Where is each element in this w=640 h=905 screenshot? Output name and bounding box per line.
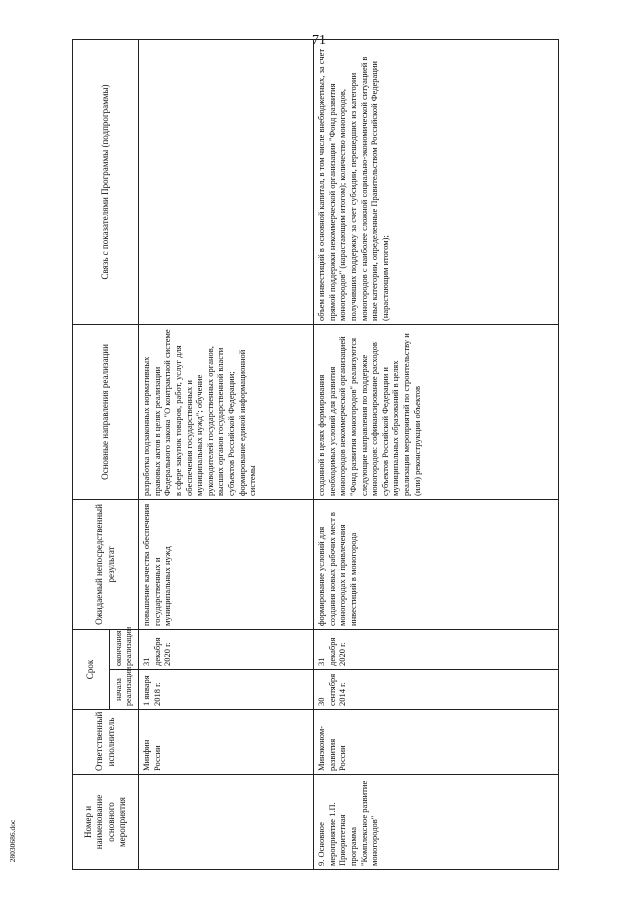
header-number-name: Номер и наименование основного мероприятия [73,775,139,870]
table-row [314,39,559,869]
table-row [139,39,314,869]
cell-executor: Минэконом-развития России [314,710,559,775]
cell-result: формирование условий для создания новых рабочих мест в моногородах и привлечения инвестиций в моногорода [314,499,559,629]
header-directions: Основные направления реализации [73,324,139,499]
cell-directions: созданной в целях формирования необходимых условий для развития моногородов некоммерческой организацией "Фонд развития моногородов" реализуются следующие направления по поддержке моногородов: софинансирование расходов субъектов Российской Федерации и муниципальных образований в целях реализации мероприятий по строительству и (или) реконструкции объектов [314,324,559,499]
cell-number-name [139,775,314,870]
header-result: Ожидаемый непосредственный результат [73,499,139,629]
cell-result: повышение качества обеспечения государственных и муниципальных нужд [139,499,314,629]
header-end: окончания реализации [110,629,139,669]
cell-link [139,39,314,324]
header-start: начала реализации [110,670,139,710]
header-term: Срок [73,629,110,709]
cell-directions: разработка подзаконных нормативных правовых актов в целях реализации Федерального закона "О контрактной системе в сфере закупок товаров, работ, услуг для обеспечения государственных и муниципальных нужд"; обучение руководителей государственных органов, высших органов государственной власти субъектов Российской Федерации; формирование единой информационной системы [139,324,314,499]
rotated-table-container [72,40,572,870]
document-id: 28030686.doc [8,819,17,863]
header-link: Связь с показателями Программы (подпрограммы) [73,39,139,324]
cell-executor: Минфин России [139,710,314,775]
table-header-row [73,39,110,869]
cell-end: 31 декабря 2020 г. [139,629,314,669]
page-number: 71 [312,33,326,48]
cell-end: 31 декабря 2020 г. [314,629,559,669]
program-activities-table [72,39,559,870]
header-executor: Ответственный исполнитель [73,710,139,775]
cell-start: 30 сентября 2014 г. [314,670,559,710]
cell-start: 1 января 2018 г. [139,670,314,710]
cell-number-name: 9. Основное мероприятие 1.П. Приоритетная программа "Комплексное развитие моногородов" [314,775,559,870]
cell-link: объем инвестиций в основной капитал, в том числе внебюджетных, за счет прямой поддержки некоммерческой организации "Фонд развития моногородов" (нарастающим итогом); количество моногородов, получивших поддержку за счет субсидии, перешедших из категории моногородов с наиболее сложной социально-экономической ситуацией в иные категории, определенные Правительством Российской Федерации (нарастающим итогом); [314,39,559,324]
